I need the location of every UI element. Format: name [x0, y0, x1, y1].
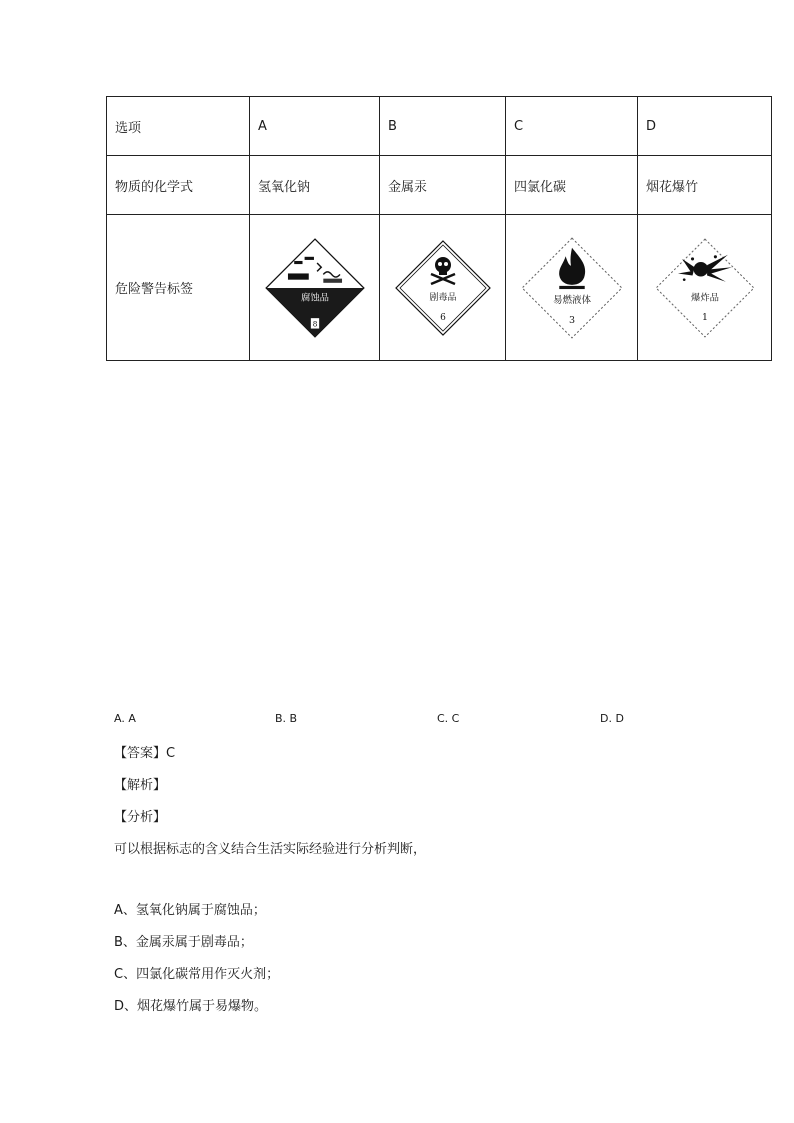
header-row: [107, 97, 772, 156]
explanation-c: C、四氯化碳常用作灭火剂；: [114, 967, 280, 982]
option-b: B. B: [275, 712, 298, 725]
formula-row-title: 物质的化学式: [107, 156, 250, 215]
formula-cell-a: 氢氧化钠: [250, 156, 380, 215]
sign-cell-d: [638, 215, 772, 361]
sign-c-text: 易燃液体: [552, 294, 591, 306]
question-table: [106, 96, 772, 361]
toxic-sign: [393, 238, 493, 338]
formula-row: [107, 156, 772, 215]
answer-options: [114, 712, 714, 732]
flammable-sign: [519, 235, 625, 341]
label-row: [107, 215, 772, 361]
sign-b-number: 6: [439, 312, 446, 323]
label-row-title: 危险警告标签: [107, 215, 250, 361]
header-cell-a: A: [250, 97, 380, 156]
fenxi-heading: 【分析】: [114, 810, 167, 825]
option-c: C. C: [437, 712, 460, 725]
header-cell-option: 选项: [107, 97, 250, 156]
sign-cell-b: [380, 215, 506, 361]
explosive-sign: [653, 236, 757, 340]
header-cell-b: B: [380, 97, 506, 156]
answer-line: 【答案】C: [114, 746, 176, 761]
header-cell-c: C: [506, 97, 638, 156]
sign-b-text: 剧毒品: [428, 292, 457, 303]
explanation-b: B、金属汞属于剧毒品；: [114, 935, 253, 950]
sign-cell-a: [250, 215, 380, 361]
sign-cell-c: [506, 215, 638, 361]
option-a: A. A: [114, 712, 136, 725]
sign-c-number: 3: [568, 314, 575, 326]
option-d: D. D: [600, 712, 624, 725]
header-cell-d: D: [638, 97, 772, 156]
formula-cell-d: 烟花爆竹: [638, 156, 772, 215]
sign-a-text: 腐蚀品: [300, 291, 329, 303]
analysis-heading: 【解析】: [114, 778, 167, 793]
formula-cell-b: 金属汞: [380, 156, 506, 215]
corrosive-sign: [263, 236, 367, 340]
sign-d-text: 爆炸品: [690, 291, 719, 303]
analysis-intro: 可以根据标志的含义结合生活实际经验进行分析判断，: [114, 842, 427, 857]
explanation-d: D、烟花爆竹属于易爆物。: [114, 999, 268, 1014]
sign-d-number: 1: [701, 311, 708, 323]
explanation-a: A、氢氧化钠属于腐蚀品；: [114, 903, 266, 918]
sign-a-number: 8: [312, 318, 317, 328]
formula-cell-c: 四氯化碳: [506, 156, 638, 215]
